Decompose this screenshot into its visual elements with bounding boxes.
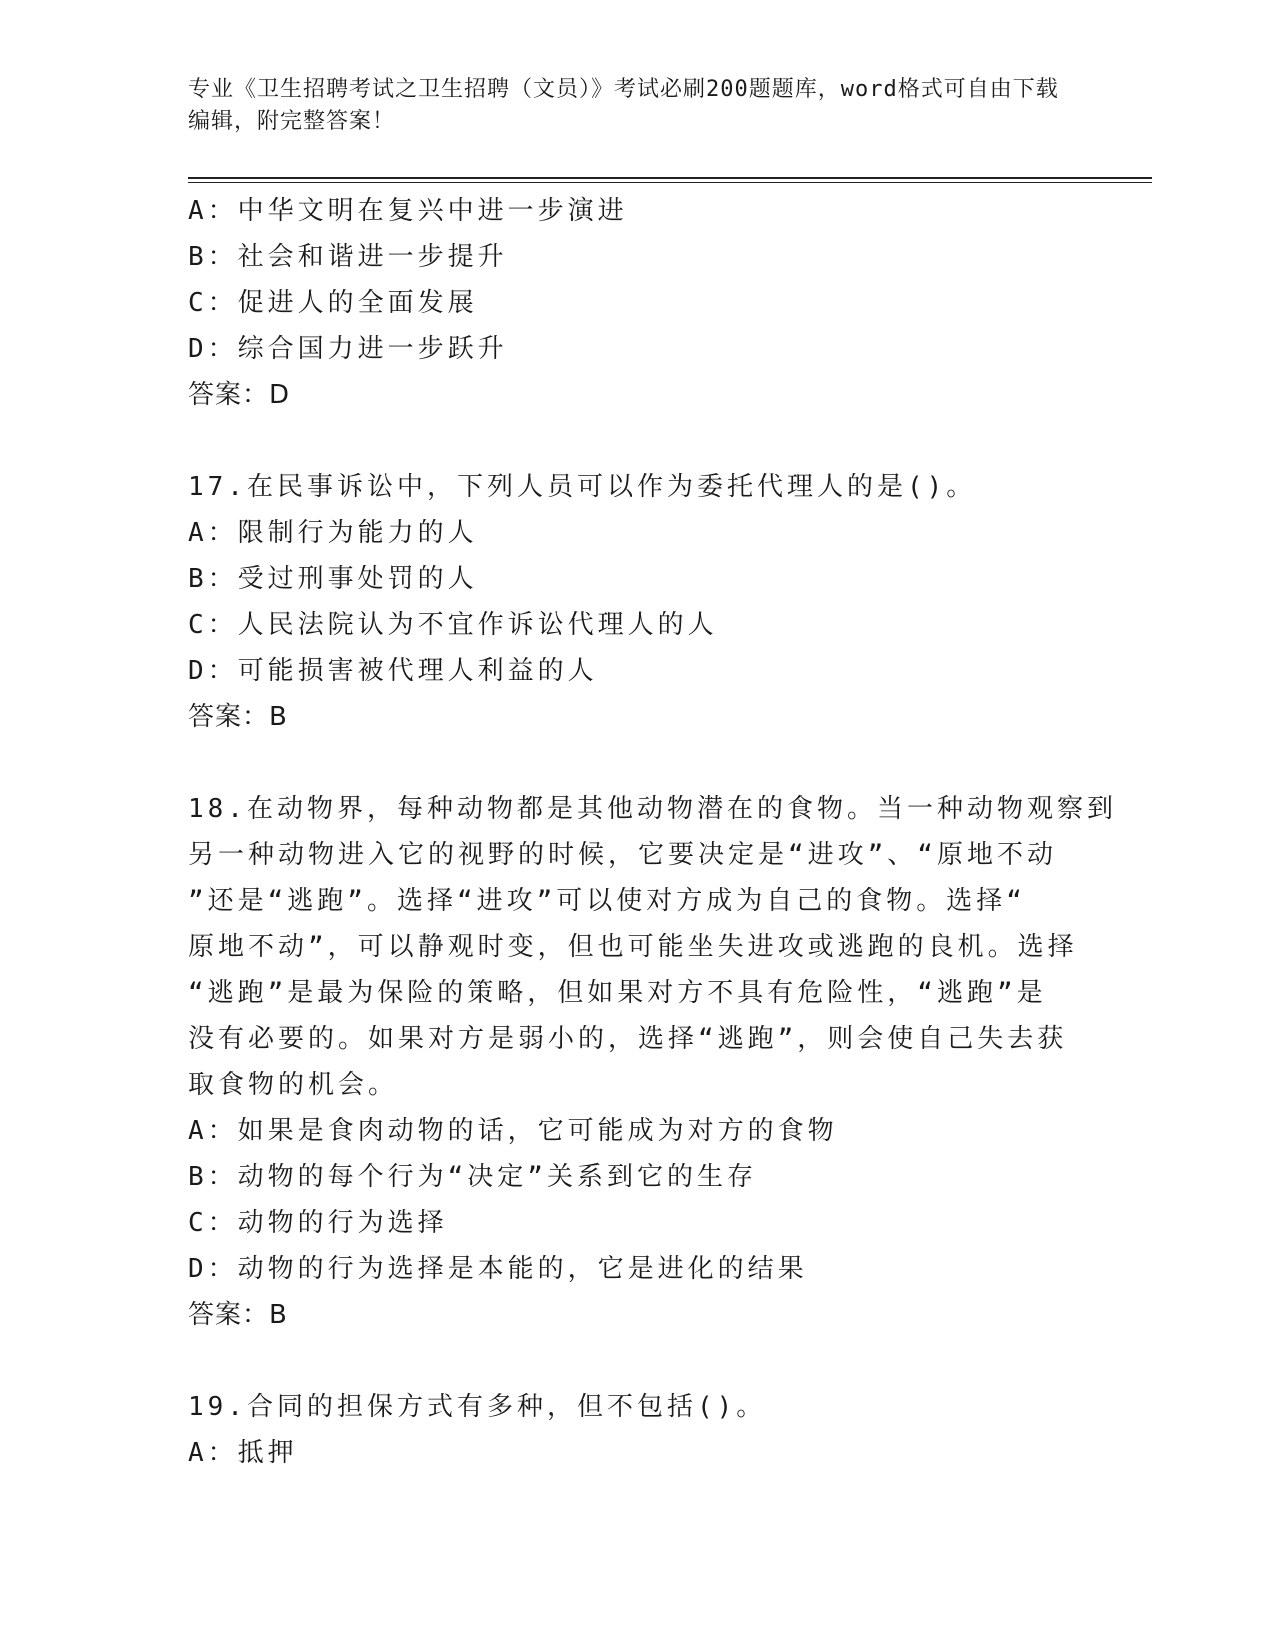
spacer <box>188 418 1088 464</box>
option-c: C：促进人的全面发展 <box>188 288 478 318</box>
question-17 <box>188 464 1088 740</box>
question-text-line: 另一种动物进入它的视野的时候，它要决定是“进攻”、“原地不动 <box>188 840 1057 870</box>
option-b: B：受过刑事处罚的人 <box>188 564 478 594</box>
document-header <box>188 74 1068 138</box>
option-a: A：中华文明在复兴中进一步演进 <box>188 196 628 226</box>
spacer <box>188 740 1088 786</box>
question-text-line: 取食物的机会。 <box>188 1070 399 1100</box>
option-c: C：人民法院认为不宜作诉讼代理人的人 <box>188 610 718 640</box>
question-text-line: ”还是“逃跑”。选择“进攻”可以使对方成为自己的食物。选择“ <box>188 886 1026 916</box>
question-list <box>188 188 1117 1476</box>
answer-line: 答案：B <box>188 1300 288 1330</box>
question-text-line: 没有必要的。如果对方是弱小的，选择“逃跑”，则会使自己失去获 <box>188 1024 1068 1054</box>
question-16 <box>188 188 1088 418</box>
option-b: B：动物的每个行为“决定”关系到它的生存 <box>188 1162 757 1192</box>
question-text: 19.合同的担保方式有多种，但不包括()。 <box>188 1392 767 1422</box>
header-divider-thick <box>188 177 1152 179</box>
option-a: A：如果是食肉动物的话，它可能成为对方的食物 <box>188 1116 838 1146</box>
question-18 <box>188 786 1117 1338</box>
question-text-line: “逃跑”是最为保险的策略，但如果对方不具有危险性，“逃跑”是 <box>188 978 1047 1008</box>
option-d: D：动物的行为选择是本能的，它是进化的结果 <box>188 1254 808 1284</box>
answer-line: 答案：B <box>188 702 288 732</box>
spacer <box>188 1338 1088 1384</box>
option-d: D：可能损害被代理人利益的人 <box>188 656 598 686</box>
header-divider-thin <box>188 182 1152 183</box>
header-title: 专业《卫生招聘考试之卫生招聘（文员）》考试必刷200题题库，word格式可自由下载编辑，附完整答案！ <box>188 77 1059 134</box>
option-d: D：综合国力进一步跃升 <box>188 334 508 364</box>
option-c: C：动物的行为选择 <box>188 1208 448 1238</box>
question-19 <box>188 1384 1088 1476</box>
answer-line: 答案：D <box>188 380 291 410</box>
question-text-line: 原地不动”，可以静观时变，但也可能坐失进攻或逃跑的良机。选择 <box>188 932 1078 962</box>
question-text: 17.在民事诉讼中，下列人员可以作为委托代理人的是()。 <box>188 472 977 502</box>
question-text-line: 18.在动物界，每种动物都是其他动物潜在的食物。当一种动物观察到 <box>188 794 1117 824</box>
option-a: A：抵押 <box>188 1438 298 1468</box>
option-b: B：社会和谐进一步提升 <box>188 242 508 272</box>
option-a: A：限制行为能力的人 <box>188 518 478 548</box>
